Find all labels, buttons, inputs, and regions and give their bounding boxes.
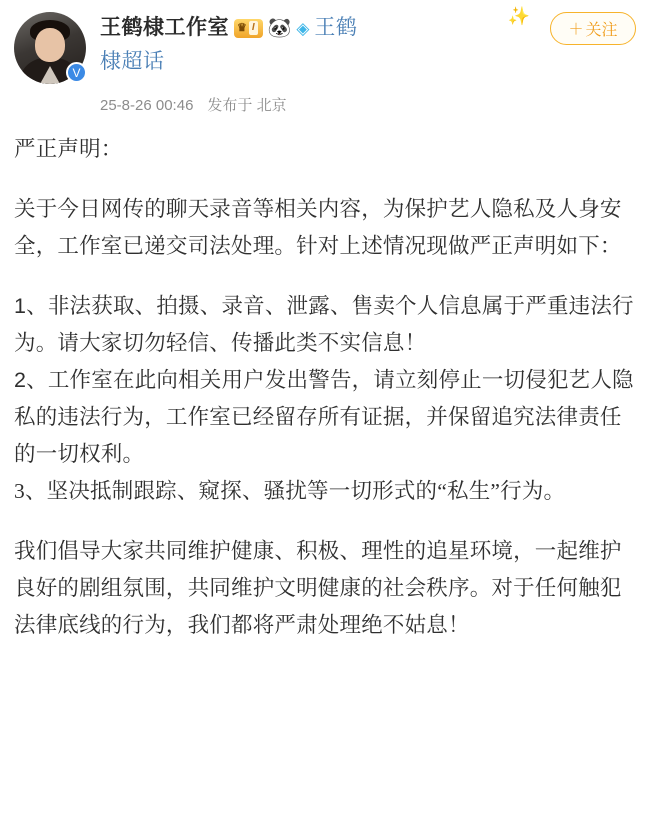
avatar[interactable] [14,12,86,84]
spacer [14,265,636,288]
post-content [0,115,650,644]
sparkle-icon: ✨ [507,6,530,26]
post-list-item-2: 2、工作室在此向相关用户发出警告，请立刻停止一切侵犯艺人隐私的违法行为，工作室已经留存所有证据，并保留追究法律责任的一切权利。 [14,367,634,466]
post-paragraph-1: 关于今日网传的聊天录音等相关内容，为保护艺人隐私及人身安全，工作室已递交司法处理。针对上述情况现做严正声明如下： [14,196,622,258]
plus-icon: ＋ [568,21,584,38]
post-header [0,0,650,84]
gem-icon: ◈ [296,18,310,38]
author-nickname[interactable]: 王鹤棣工作室 [100,16,229,39]
panda-emoji-icon: 🐼 [267,17,292,39]
crown-icon: ♛ [237,21,247,34]
crown-level-badge[interactable] [234,19,263,38]
post-source: 发布于 北京 [207,97,287,114]
supertopic-link-part2[interactable]: 棣超话 [100,50,165,74]
crown-level-value: I [249,21,258,35]
post-timestamp: 25-8-26 00:46 [100,97,194,114]
post-title: 严正声明： [14,137,123,161]
avatar-face-shape [35,28,65,62]
spacer [14,510,636,533]
post-list-item-1: 1、非法获取、拍摄、录音、泄露、售卖个人信息属于严重违法行为。请大家切勿轻信、传播此类不实信息！ [14,293,634,355]
follow-button[interactable] [550,12,636,45]
post-list-item-3: 3、坚决抵制跟踪、窥探、骚扰等一切形式的“私生”行为。 [14,478,566,503]
spacer [14,168,636,191]
supertopic-link-part1[interactable]: 王鹤 [314,16,358,39]
follow-button-label: 关注 [585,22,618,39]
post-meta [0,84,650,115]
verified-badge-icon: V [66,62,87,83]
post-paragraph-2: 我们倡导大家共同维护健康、积极、理性的追星环境，一起维护良好的剧组氛围，共同维护文明健康的社会秩序。对于任何触犯法律底线的行为，我们都将严肃处理绝不姑息！ [14,538,622,637]
